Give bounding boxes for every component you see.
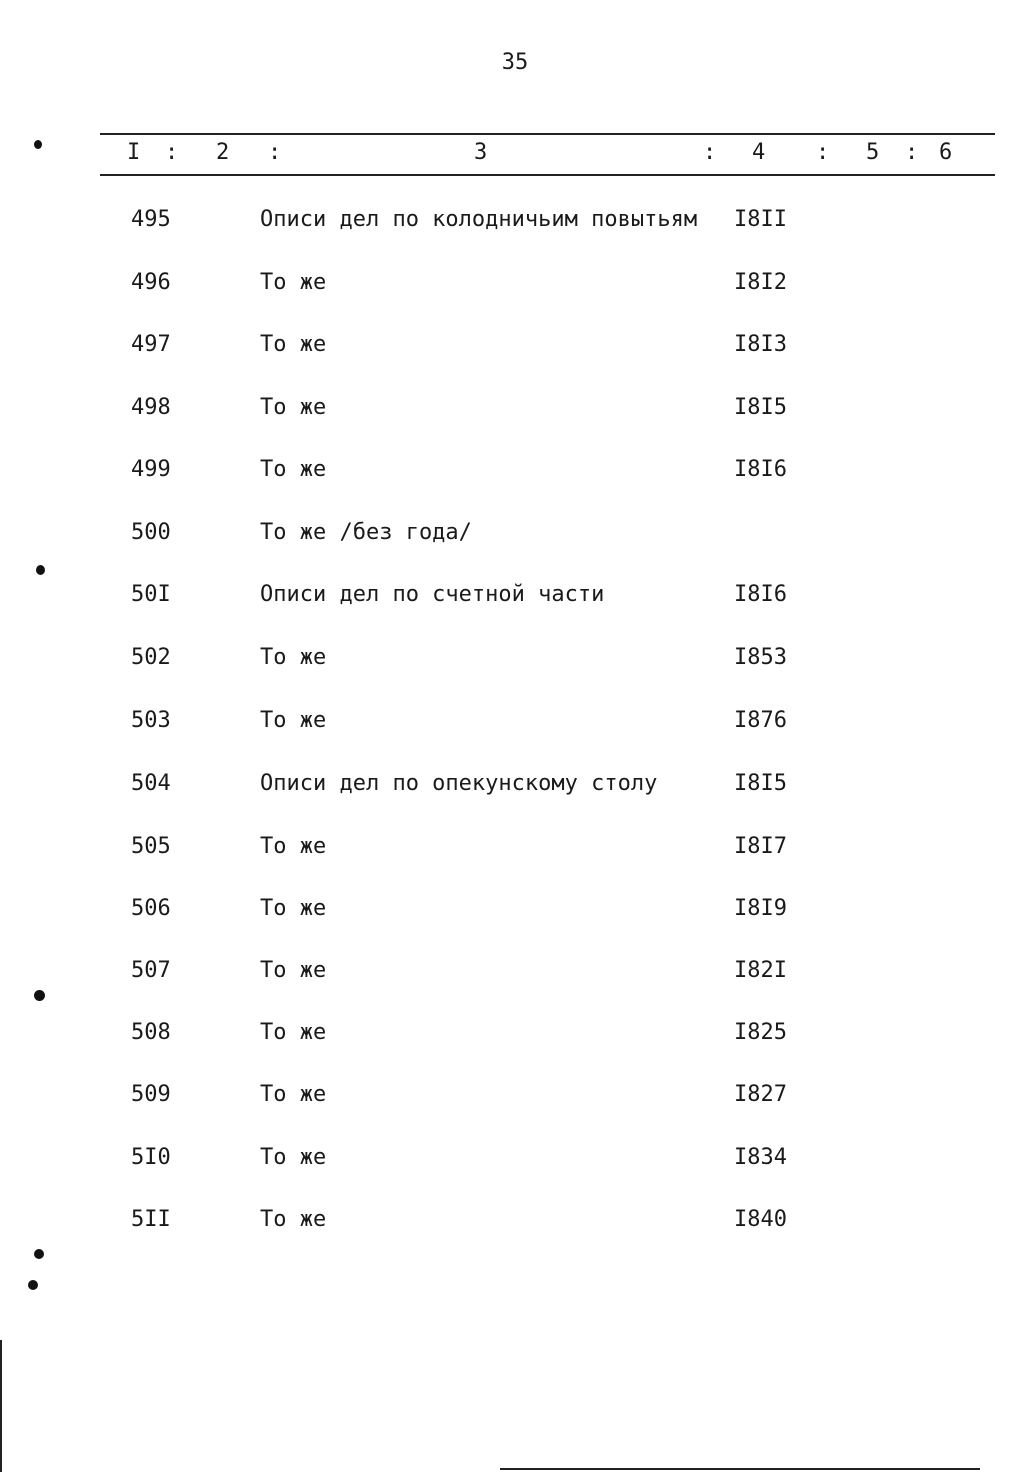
scan-bottom-line bbox=[500, 1468, 980, 1470]
row-number: 504 bbox=[131, 771, 171, 796]
scan-speck bbox=[34, 990, 45, 1001]
table-row bbox=[0, 395, 1024, 435]
column-separator: : bbox=[268, 140, 282, 165]
row-description: То же bbox=[260, 332, 327, 357]
row-description: То же bbox=[260, 645, 327, 670]
page-number: 35 bbox=[501, 50, 529, 75]
table-row bbox=[0, 207, 1024, 247]
row-number: 508 bbox=[131, 1020, 171, 1045]
row-description: То же bbox=[260, 1207, 327, 1232]
table-row bbox=[0, 332, 1024, 372]
row-number: 495 bbox=[131, 207, 171, 232]
table-row bbox=[0, 582, 1024, 622]
row-number: 506 bbox=[131, 896, 171, 921]
row-year: I82I bbox=[734, 958, 787, 983]
table-row bbox=[0, 645, 1024, 685]
row-year: I8I6 bbox=[734, 582, 787, 607]
column-header-6: 6 bbox=[939, 140, 953, 165]
scan-speck bbox=[34, 140, 42, 149]
table-row bbox=[0, 520, 1024, 560]
row-year: I834 bbox=[734, 1145, 787, 1170]
table-row bbox=[0, 1207, 1024, 1247]
column-separator: : bbox=[905, 140, 919, 165]
row-number: 497 bbox=[131, 332, 171, 357]
row-number: 500 bbox=[131, 520, 171, 545]
table-row bbox=[0, 896, 1024, 936]
row-year: I876 bbox=[734, 708, 787, 733]
table-row bbox=[0, 771, 1024, 811]
table-row bbox=[0, 834, 1024, 874]
row-number: 5I0 bbox=[131, 1145, 171, 1170]
row-number: 496 bbox=[131, 270, 171, 295]
row-year: I8I7 bbox=[734, 834, 787, 859]
table-row bbox=[0, 1145, 1024, 1185]
row-description: Описи дел по счетной части bbox=[260, 582, 605, 607]
row-year: I8II bbox=[734, 207, 787, 232]
row-number: 498 bbox=[131, 395, 171, 420]
row-year: I8I2 bbox=[734, 270, 787, 295]
row-description: То же /без года/ bbox=[260, 520, 472, 545]
row-description: То же bbox=[260, 834, 327, 859]
row-number: 499 bbox=[131, 457, 171, 482]
row-description: То же bbox=[260, 270, 327, 295]
table-row bbox=[0, 708, 1024, 748]
scan-speck bbox=[36, 565, 45, 575]
column-separator: : bbox=[816, 140, 830, 165]
column-header-5: 5 bbox=[866, 140, 880, 165]
column-header-2: 2 bbox=[216, 140, 230, 165]
row-description: То же bbox=[260, 1020, 327, 1045]
row-number: 502 bbox=[131, 645, 171, 670]
row-description: То же bbox=[260, 958, 327, 983]
row-number: 509 bbox=[131, 1082, 171, 1107]
row-number: 505 bbox=[131, 834, 171, 859]
row-description: То же bbox=[260, 1082, 327, 1107]
row-year: I8I3 bbox=[734, 332, 787, 357]
row-description: То же bbox=[260, 457, 327, 482]
row-year: I8I5 bbox=[734, 395, 787, 420]
header-top-rule bbox=[100, 133, 995, 135]
row-description: То же bbox=[260, 708, 327, 733]
row-description: То же bbox=[260, 1145, 327, 1170]
table-row bbox=[0, 457, 1024, 497]
row-number: 507 bbox=[131, 958, 171, 983]
row-year: I8I9 bbox=[734, 896, 787, 921]
table-row bbox=[0, 1020, 1024, 1060]
row-year: I8I6 bbox=[734, 457, 787, 482]
row-number: 5II bbox=[131, 1207, 171, 1232]
row-description: Описи дел по опекунскому столу bbox=[260, 771, 658, 796]
row-year: I825 bbox=[734, 1020, 787, 1045]
row-number: 50I bbox=[131, 582, 171, 607]
row-year: I840 bbox=[734, 1207, 787, 1232]
table-row bbox=[0, 1082, 1024, 1122]
row-year: I8I5 bbox=[734, 771, 787, 796]
column-header-4: 4 bbox=[752, 140, 766, 165]
column-separator: : bbox=[703, 140, 717, 165]
row-year: I853 bbox=[734, 645, 787, 670]
scan-speck bbox=[28, 1280, 38, 1290]
scan-speck bbox=[34, 1249, 44, 1259]
scan-edge-line bbox=[0, 1340, 2, 1472]
column-header-1: I bbox=[127, 140, 141, 165]
column-separator: : bbox=[165, 140, 179, 165]
row-description: То же bbox=[260, 896, 327, 921]
row-description: Описи дел по колодничьим повытьям bbox=[260, 207, 698, 232]
row-number: 503 bbox=[131, 708, 171, 733]
row-description: То же bbox=[260, 395, 327, 420]
header-bottom-rule bbox=[100, 174, 995, 176]
table-row bbox=[0, 270, 1024, 310]
table-row bbox=[0, 958, 1024, 998]
row-year: I827 bbox=[734, 1082, 787, 1107]
column-header-3: 3 bbox=[474, 140, 488, 165]
